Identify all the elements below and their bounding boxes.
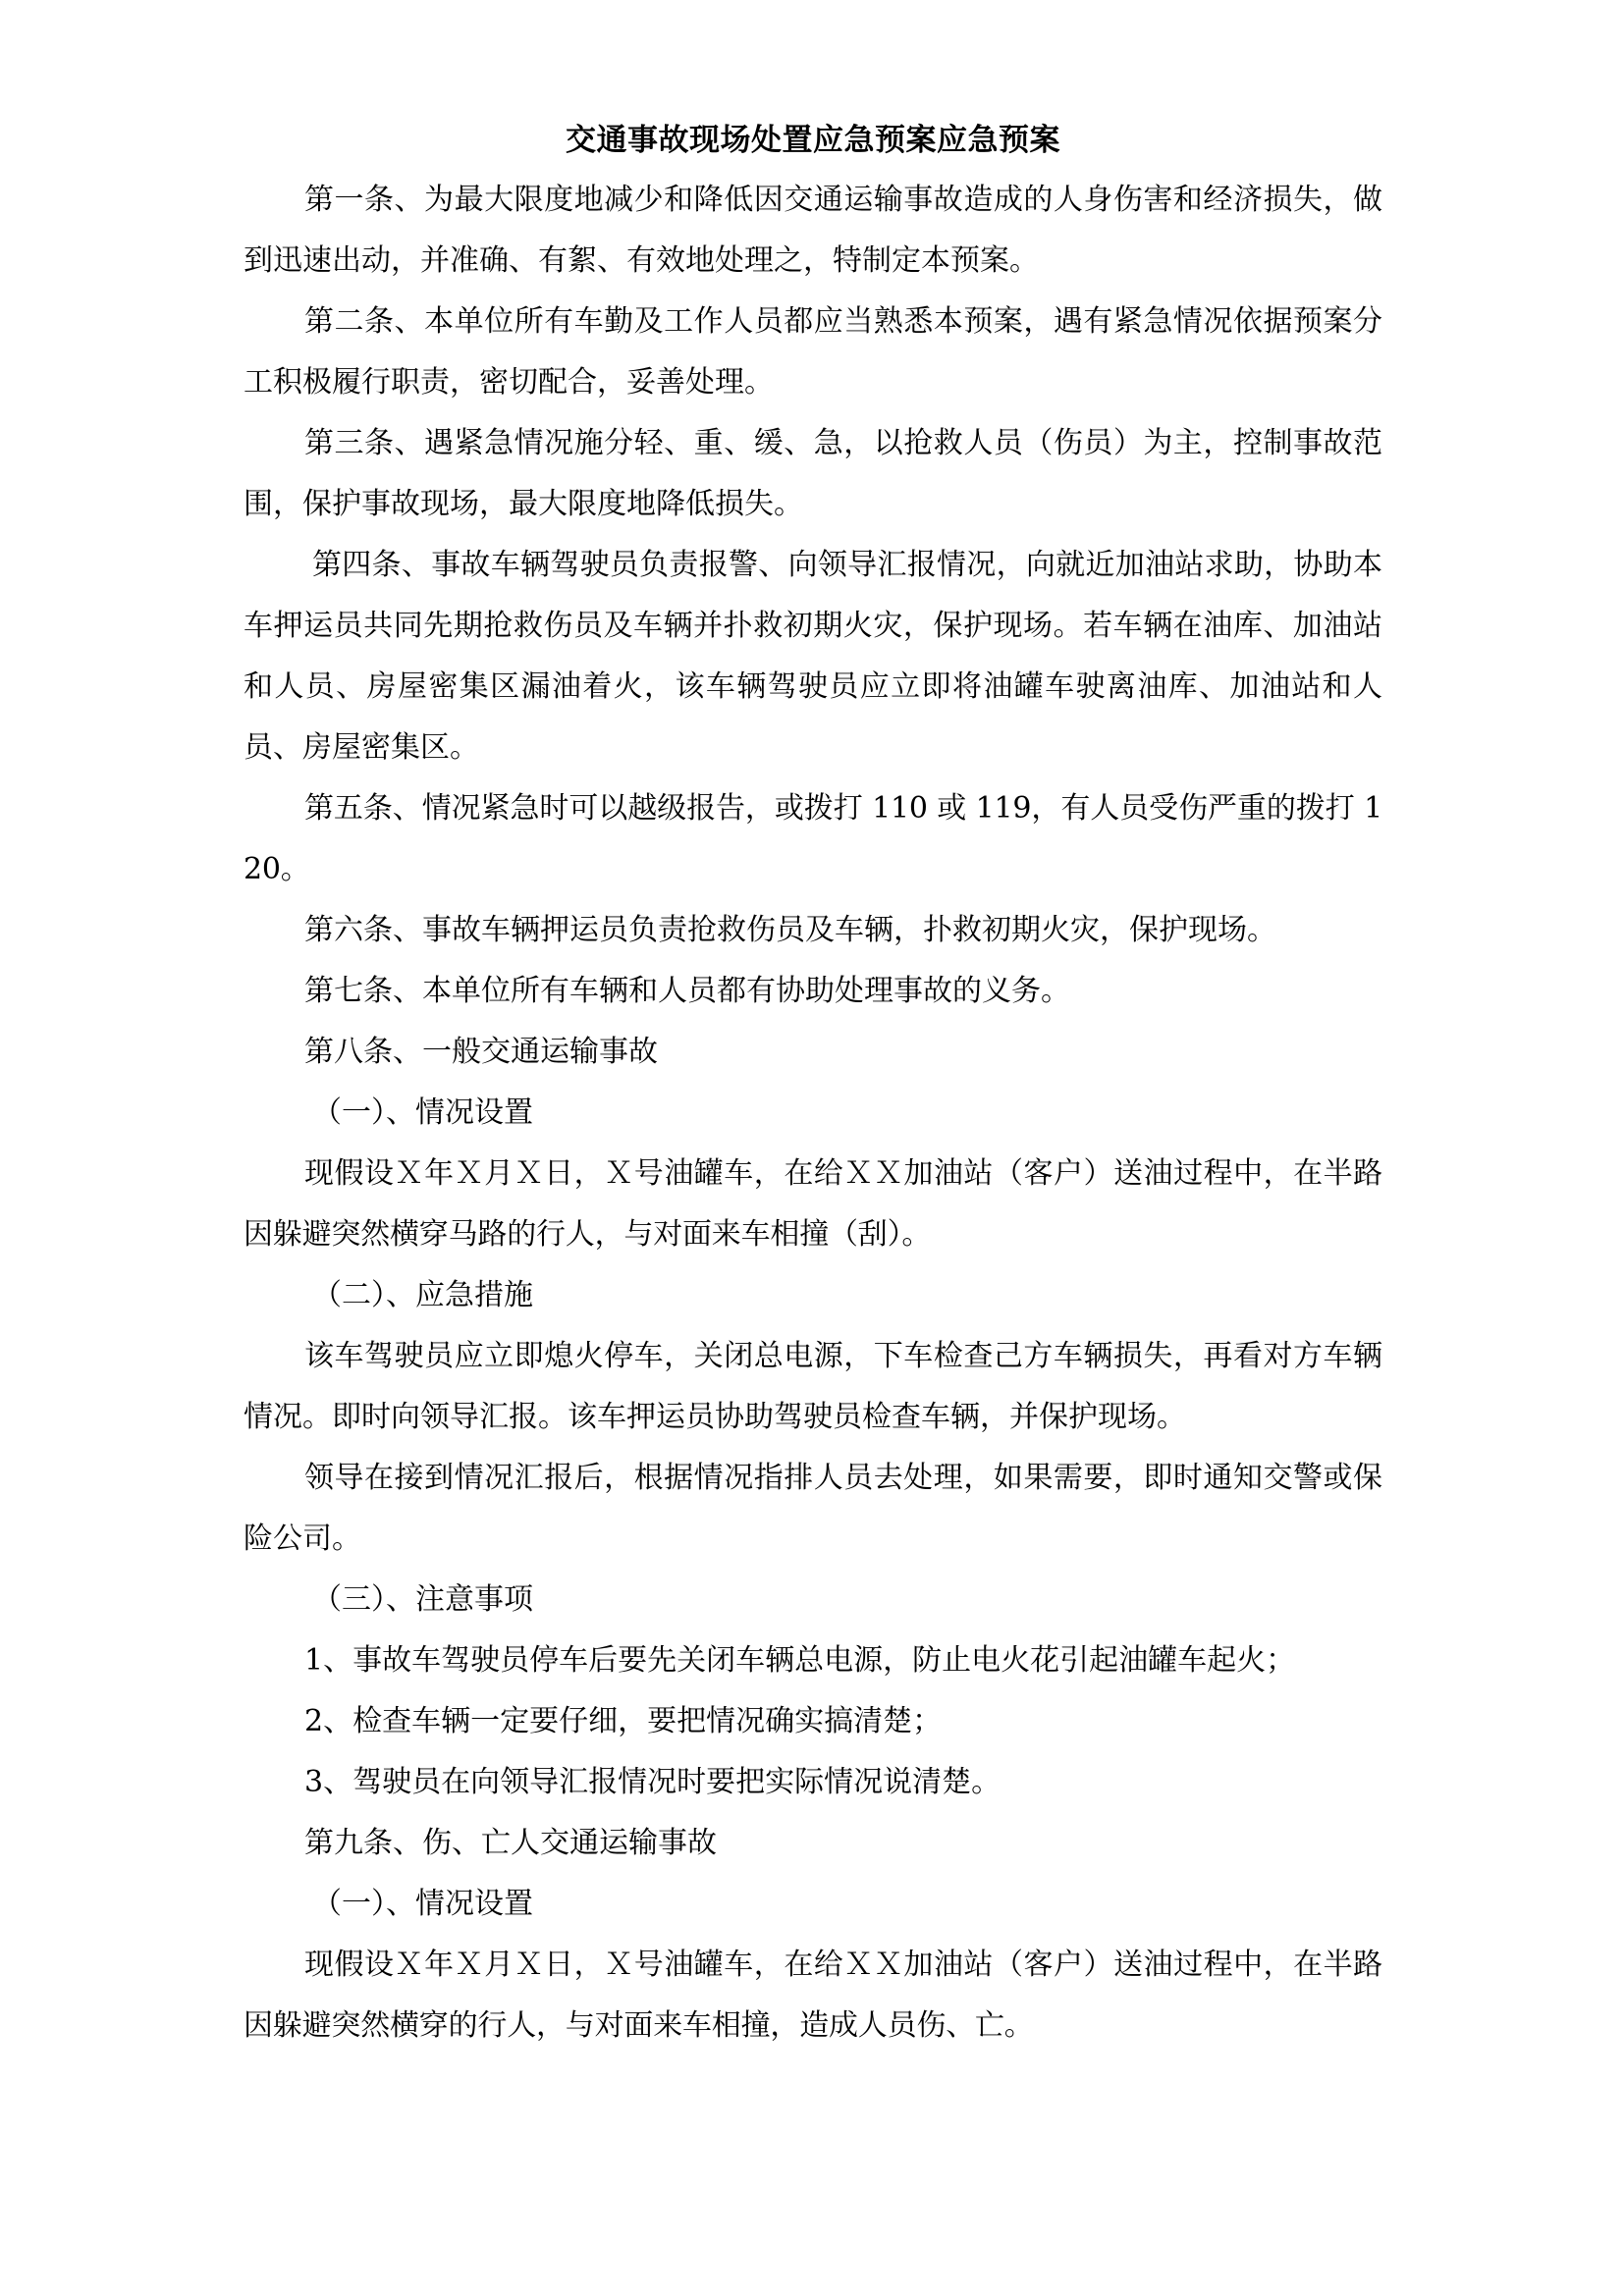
document-content — [244, 118, 1382, 2056]
paragraph-article-8-section-1-body: 现假设Ｘ年Ｘ月Ｘ日，Ｘ号油罐车，在给ＸＸ加油站（客户）送油过程中，在半路因躲避突然横穿马路的行人，与对面来车相撞（刮）。 — [244, 1155, 1382, 1252]
list-item-note-2: 2、检查车辆一定要仔细，要把情况确实搞清楚； — [304, 1703, 943, 1738]
heading-article-8-section-1: （一）、情况设置 — [312, 1095, 533, 1130]
list-item-note-3: 3、驾驶员在向领导汇报情况时要把实际情况说清楚。 — [304, 1764, 1001, 1799]
paragraph-article-8-section-2-body-1: 该车驾驶员应立即熄火停车，关闭总电源，下车检查己方车辆损失，再看对方车辆情况。即时向领导汇报。该车押运员协助驾驶员检查车辆，并保护现场。 — [244, 1338, 1382, 1434]
paragraph-article-3: 第三条、遇紧急情况施分轻、重、缓、急，以抢救人员（伤员）为主，控制事故范围，保护事故现场，最大限度地降低损失。 — [244, 425, 1382, 521]
heading-article-9-section-1: （一）、情况设置 — [312, 1886, 533, 1921]
paragraph-article-1: 第一条、为最大限度地减少和降低因交通运输事故造成的人身伤害和经济损失，做到迅速出动，并准确、有絮、有效地处理之，特制定本预案。 — [244, 182, 1382, 278]
paragraph-article-4: 第四条、事故车辆驾驶员负责报警、向领导汇报情况，向就近加油站求助，协助本车押运员共同先期抢救伤员及车辆并扑救初期火灾，保护现场。若车辆在油库、加油站和人员、房屋密集区漏油着火，该车辆驾驶员应立即将油罐车驶离油库、加油站和人员、房屋密集区。 — [244, 547, 1382, 765]
paragraph-article-8-section-2-body-2: 领导在接到情况汇报后，根据情况指排人员去处理，如果需要，即时通知交警或保险公司。 — [244, 1460, 1382, 1556]
heading-article-9: 第九条、伤、亡人交通运输事故 — [304, 1825, 717, 1860]
heading-article-8: 第八条、一般交通运输事故 — [304, 1034, 658, 1069]
heading-article-8-section-3: （三）、注意事项 — [312, 1581, 533, 1617]
paragraph-article-7: 第七条、本单位所有车辆和人员都有协助处理事故的义务。 — [304, 973, 1070, 1008]
list-item-note-1: 1、事故车驾驶员停车后要先关闭车辆总电源，防止电火花引起油罐车起火； — [304, 1642, 1296, 1678]
heading-article-8-section-2: （二）、应急措施 — [312, 1277, 533, 1312]
paragraph-article-5: 第五条、情况紧急时可以越级报告，或拨打 110 或 119，有人员受伤严重的拨打 120。 — [244, 790, 1382, 886]
paragraph-article-2: 第二条、本单位所有车勤及工作人员都应当熟悉本预案，遇有紧急情况依据预案分工积极履行职责，密切配合，妥善处理。 — [244, 303, 1382, 400]
paragraph-article-9-section-1-body: 现假设Ｘ年Ｘ月Ｘ日，Ｘ号油罐车，在给ＸＸ加油站（客户）送油过程中，在半路因躲避突然横穿的行人，与对面来车相撞，造成人员伤、亡。 — [244, 1947, 1382, 2043]
paragraph-article-6: 第六条、事故车辆押运员负责抢救伤员及车辆，扑救初期火灾，保护现场。 — [304, 912, 1276, 947]
document-title: 交通事故现场处置应急预案应急预案 — [566, 123, 1060, 158]
